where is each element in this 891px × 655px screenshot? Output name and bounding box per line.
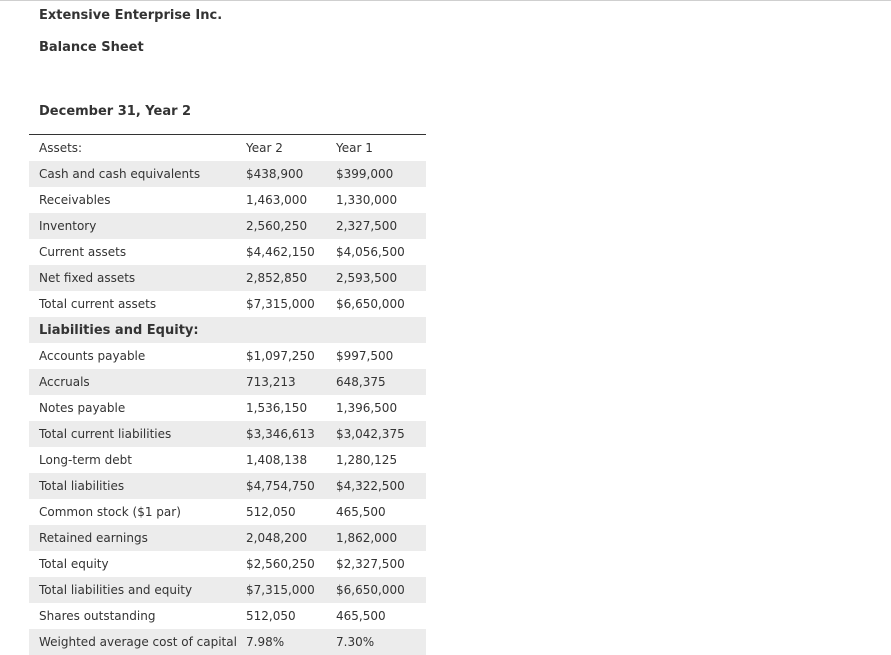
table-row: [29, 239, 426, 265]
year-1-value: 1,862,000: [336, 525, 426, 551]
row-label: Net fixed assets: [29, 265, 246, 291]
row-label: Accounts payable: [39, 349, 146, 363]
year-1-value: $4,056,500: [336, 245, 405, 259]
row-label: Liabilities and Equity:: [29, 317, 246, 343]
year-2-value: 1,536,150: [246, 401, 308, 415]
row-label: Weighted average cost of capital: [29, 629, 246, 655]
table-row: [29, 395, 426, 421]
year-2-value: 2,048,200: [246, 525, 336, 551]
table-row: [29, 447, 426, 473]
year-1-value: 1,396,500: [336, 401, 398, 415]
table-row: [29, 317, 426, 343]
table-row: [29, 135, 426, 162]
year-2-value: 7.98%: [246, 629, 336, 655]
row-label: Accruals: [29, 369, 246, 395]
year-1-value: $6,650,000: [336, 297, 405, 311]
year-2-value: 2,560,250: [246, 213, 336, 239]
year-1-value: 1,330,000: [336, 193, 398, 207]
table-row: [29, 525, 426, 551]
year-1-value: 7.30%: [336, 629, 426, 655]
year-2-value: Year 2: [246, 141, 283, 155]
year-2-value: $7,315,000: [246, 297, 315, 311]
table-row: [29, 603, 426, 629]
row-label: Assets:: [39, 141, 83, 155]
year-2-value: $4,754,750: [246, 473, 336, 499]
table-row: [29, 421, 426, 447]
year-1-value: 465,500: [336, 505, 386, 519]
year-2-value: $438,900: [246, 161, 336, 187]
table-row: [29, 265, 426, 291]
table-row: [29, 161, 426, 187]
year-1-value: $399,000: [336, 161, 426, 187]
table-row: [29, 499, 426, 525]
top-divider: [0, 0, 891, 1]
year-1-value: [336, 317, 426, 343]
year-2-value: $3,346,613: [246, 421, 336, 447]
table-row: [29, 629, 426, 655]
row-label: Notes payable: [39, 401, 126, 415]
table-row: [29, 343, 426, 369]
year-2-value: 1,463,000: [246, 193, 308, 207]
row-label: Shares outstanding: [39, 609, 156, 623]
year-1-value: $997,500: [336, 349, 394, 363]
row-label: Common stock ($1 par): [39, 505, 181, 519]
row-label: Long-term debt: [39, 453, 133, 467]
statement-title: Balance Sheet: [39, 40, 144, 55]
year-2-value: $4,462,150: [246, 245, 315, 259]
row-label: Current assets: [39, 245, 127, 259]
year-2-value: 713,213: [246, 369, 336, 395]
row-label: Receivables: [39, 193, 111, 207]
year-2-value: 512,050: [246, 505, 296, 519]
table-row: [29, 473, 426, 499]
balance-sheet-table: [29, 134, 426, 655]
row-label: Total current liabilities: [29, 421, 246, 447]
row-label: Retained earnings: [29, 525, 246, 551]
table-row: [29, 577, 426, 603]
year-2-value: $7,315,000: [246, 577, 336, 603]
table-row: [29, 187, 426, 213]
year-2-value: $2,560,250: [246, 557, 315, 571]
statement-date: December 31, Year 2: [39, 104, 192, 119]
year-2-value: $1,097,250: [246, 349, 315, 363]
row-label: Total current assets: [39, 297, 157, 311]
year-1-value: $3,042,375: [336, 421, 426, 447]
year-2-value: 512,050: [246, 609, 296, 623]
year-1-value: 1,280,125: [336, 453, 398, 467]
year-1-value: $2,327,500: [336, 557, 405, 571]
table-row: [29, 291, 426, 317]
year-2-value: 2,852,850: [246, 265, 336, 291]
year-1-value: 2,593,500: [336, 265, 426, 291]
row-label: Total liabilities and equity: [29, 577, 246, 603]
year-1-value: 2,327,500: [336, 213, 426, 239]
row-label: Inventory: [29, 213, 246, 239]
company-name: Extensive Enterprise Inc.: [39, 8, 223, 23]
table-row: [29, 369, 426, 395]
year-2-value: 1,408,138: [246, 453, 308, 467]
year-2-value: [246, 317, 336, 343]
year-1-value: $6,650,000: [336, 577, 426, 603]
year-1-value: $4,322,500: [336, 473, 426, 499]
table-row: [29, 213, 426, 239]
row-label: Total equity: [39, 557, 109, 571]
year-1-value: 648,375: [336, 369, 426, 395]
row-label: Total liabilities: [29, 473, 246, 499]
row-label: Cash and cash equivalents: [29, 161, 246, 187]
table-row: [29, 551, 426, 577]
year-1-value: Year 1: [336, 141, 373, 155]
year-1-value: 465,500: [336, 609, 386, 623]
